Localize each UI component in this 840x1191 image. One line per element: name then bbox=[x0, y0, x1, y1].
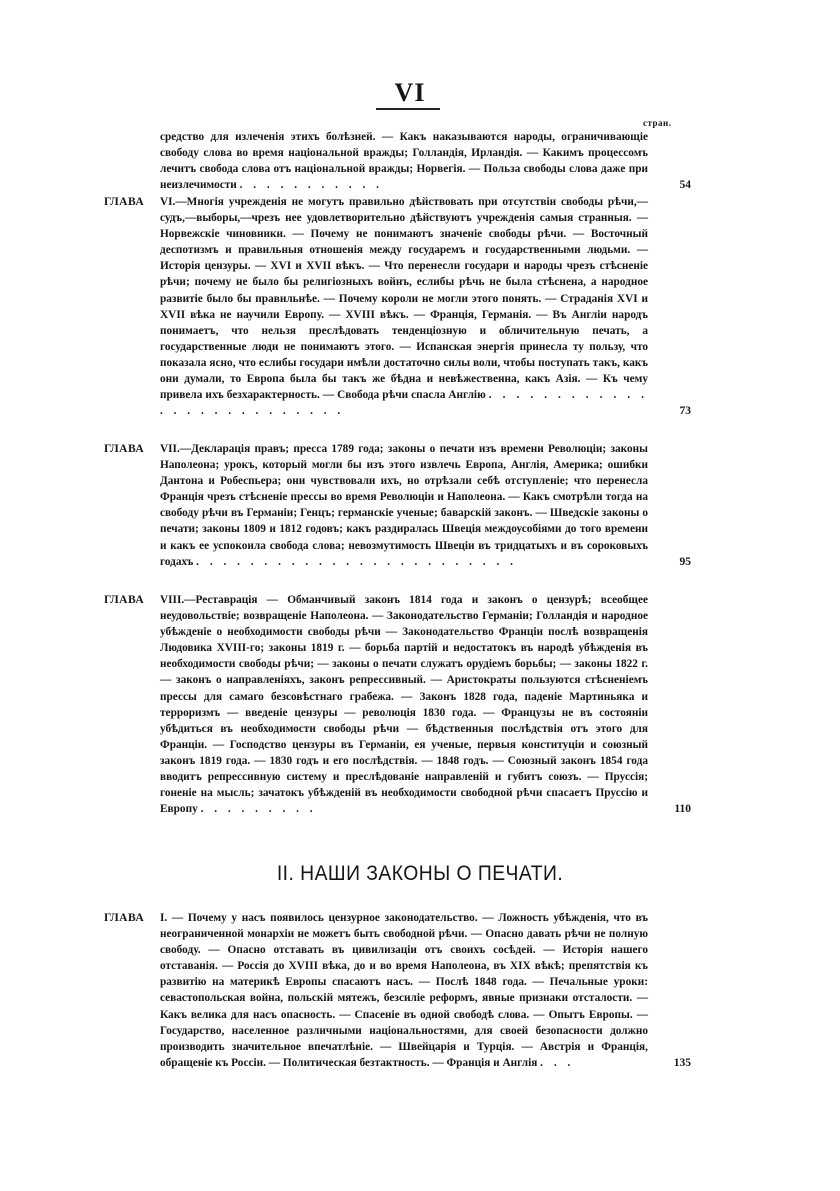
page-number: VI bbox=[394, 78, 426, 107]
toc-page-number: 73 bbox=[679, 405, 691, 418]
page-column-label: стран. bbox=[643, 118, 672, 128]
dot-leader: . . . . . . . . . . . . . . . . . . . . . . . . bbox=[196, 555, 517, 568]
chapter-label: ГЛАВА bbox=[104, 912, 145, 924]
toc-page-number: 54 bbox=[679, 179, 691, 192]
toc-entry-text: VI.—Многія учрежденія не могутъ правильно дѣйствовать при отсутствіи свободы рѣчи,—судъ,—выборы,—чрезъ нее удовлетворительно дѣйствуютъ учрежденія самыя странныя. — Норвежскіе чиновники. — Почему не понимаютъ значеніе свободы рѣчи. — Восточный деспотизмъ и правильныя отношенія между государемъ и государственными людьми. — Исторія цензуры. — XVI и XVII вѣкъ. — Что перенесли государи и народы чрезъ стѣсненіе рѣчи; почему не было бы религіозныхъ войнъ, еслибы рѣчь не была стѣснена, а народное развитіе было бы правильнѣе. — Почему короли не могли этого понять. — Страданія XVI и XVII вѣка не научили Европу. — XVIII вѣкъ. — Франція, Германія. — Въ Англіи народъ понимаетъ, что нельзя преслѣдовать тенденціозную и обличительную печать, а государственные люди не понимаютъ этого. — Испанская энергія принесла ту пользу, что показала ясно, что еслибы государи имѣли достаточно силы воли, чтобы поступать такъ, какъ они думали, то Европа была бы такъ же бѣдна и невѣжественна, какъ Азія. — Къ чему привела ихъ безхарактерность. — Свобода рѣчи спасла Англію . . . . . . . . . . . . . . . . . . . . . . . . . . bbox=[160, 196, 649, 418]
toc-page-number: 110 bbox=[674, 803, 691, 816]
dot-leader: . . . bbox=[540, 1056, 575, 1069]
toc-entry-text: I. — Почему у насъ появилось цензурное законодательство. — Ложность убѣжденія, что въ неограниченной монархіи не можетъ быть свободной рѣчи. — Опасно давать рѣчи не полную свободу. — Опасно отставать въ цивилизаціи отъ своихъ сосѣдей. — Исторія нашего отставанія. — Россія до XVIII вѣка, до и во время Наполеона, въ XIX вѣкѣ; препятствія къ развитію на материкѣ Европы спасаютъ насъ. — Послѣ 1848 года. — Печальные уроки: севастопольская война, польскій мятежъ, безсиліе реформъ, явные признаки отсталости. — Какъ велика для насъ опасность. — Спасеніе въ одной свободѣ слова. — Опытъ Европы. — Государство, населенное различными національностями, для своей безопасности должно производить значительное впечатлѣніе. — Швейцарія и Турція. — Австрія и Франція, обращеніе къ Россіи. — Политическая безтактность. — Франція и Англія . . . bbox=[160, 912, 648, 1069]
toc-entry-chapter-6 bbox=[104, 194, 691, 419]
toc-entry-chapter-7 bbox=[104, 441, 691, 570]
toc-page-number: 95 bbox=[679, 555, 691, 568]
dot-leader: . . . . . . . . . bbox=[200, 803, 317, 816]
chapter-label: ГЛАВА bbox=[104, 196, 145, 208]
toc-entry-part-2-chapter-1 bbox=[104, 910, 691, 1071]
toc-entry-text: VII.—Декларація правъ; пресса 1789 года; законы о печати изъ времени Революціи; законы Наполеона; урокъ, который могли бы изъ этого извлечь Европа, Англія, Америка; ошибки Дантона и Робеспьера; они чувствовали ихъ, но отрѣзали себѣ отступленіе; что перенесла Франція чрезъ стѣсненіе прессы во время Революціи и Наполеона. — Какъ смотрѣли тогда на свободу рѣчи въ Германіи; Генцъ; германскіе ученые; баварскій законъ. — Шведскіе законы о печати; законы 1809 и 1812 годовъ; какъ раздиралась Швеція междоусобіями до того времени и какъ ее успокоила свобода слова; невозмутимость Швеціи въ тридцатыхъ и въ сороковыхъ годахъ . . . . . . . . . . . . . . . . . . . . . . . . bbox=[160, 443, 648, 568]
toc-page-number: 135 bbox=[673, 1056, 691, 1069]
dot-leader: . . . . . . . . . . . bbox=[239, 179, 383, 192]
chapter-label: ГЛАВА bbox=[104, 443, 145, 455]
toc-entry-chapter-8 bbox=[104, 592, 691, 817]
toc-entry-text: средство для излеченія этихъ болѣзней. — Какъ наказываются народы, ограничивающіе свободу слова во время національной вражды; Голландія, Ирландія. — Какимъ процессомъ лечитъ свобода слова отъ національной вражды; Норвегія. — Польза свободы слова даже при неизлечимости . . . . . . . . . . . bbox=[160, 131, 648, 192]
page-number-rule bbox=[376, 108, 440, 110]
section-title: II. НАШИ ЗАКОНЫ О ПЕЧАТИ. bbox=[276, 862, 564, 885]
toc-entry-continued bbox=[104, 129, 691, 193]
dot-leader: . . . . . . . . . . . . . . . . . . . . . . . . . . bbox=[160, 389, 649, 418]
chapter-label: ГЛАВА bbox=[104, 594, 145, 606]
toc-entry-text: VIII.—Реставрація — Обманчивый законъ 1814 года и законъ о цензурѣ; всеобщее неудовольствіе; возвращеніе Наполеона. — Законодательство Германіи; Голландія и народное убѣжденіе о необходимости свободы рѣчи — Законодательство Франціи послѣ возвращенія Людовика XVIII-го; законы 1819 г. — борьба партій и недостатокъ въ народѣ убѣжденія въ необходимости свободы рѣчи; — законы о печати служатъ орудіемъ борьбы; — законы 1822 г. — законъ о направленіяхъ, законъ репрессивный. — Аристократы пользуются стѣсненіемъ прессы для самаго безсовѣстнаго грабежа. — Законъ 1828 года, паденіе Мартиньяка и терроризмъ — введеніе цензуры — революція 1830 года. — Французы не въ состояніи убѣдиться въ необходимости свободы рѣчи — бѣдственныя послѣдствія отъ этого для Франціи. — Господство цензуры въ Германіи, ея ученые, первыя конституціи и союзный законъ 1819 года. — 1830 годъ и его послѣдствія. — 1848 годъ. — Союзный законъ 1854 года вводитъ репрессивную систему и преслѣдованіе направленій и губитъ союзъ. — Пруссія; гоненіе на мысль; зачатокъ убѣжденій въ необходимости свободной рѣчи спасаетъ Пруссію и Европу . . . . . . . . . bbox=[160, 594, 648, 816]
